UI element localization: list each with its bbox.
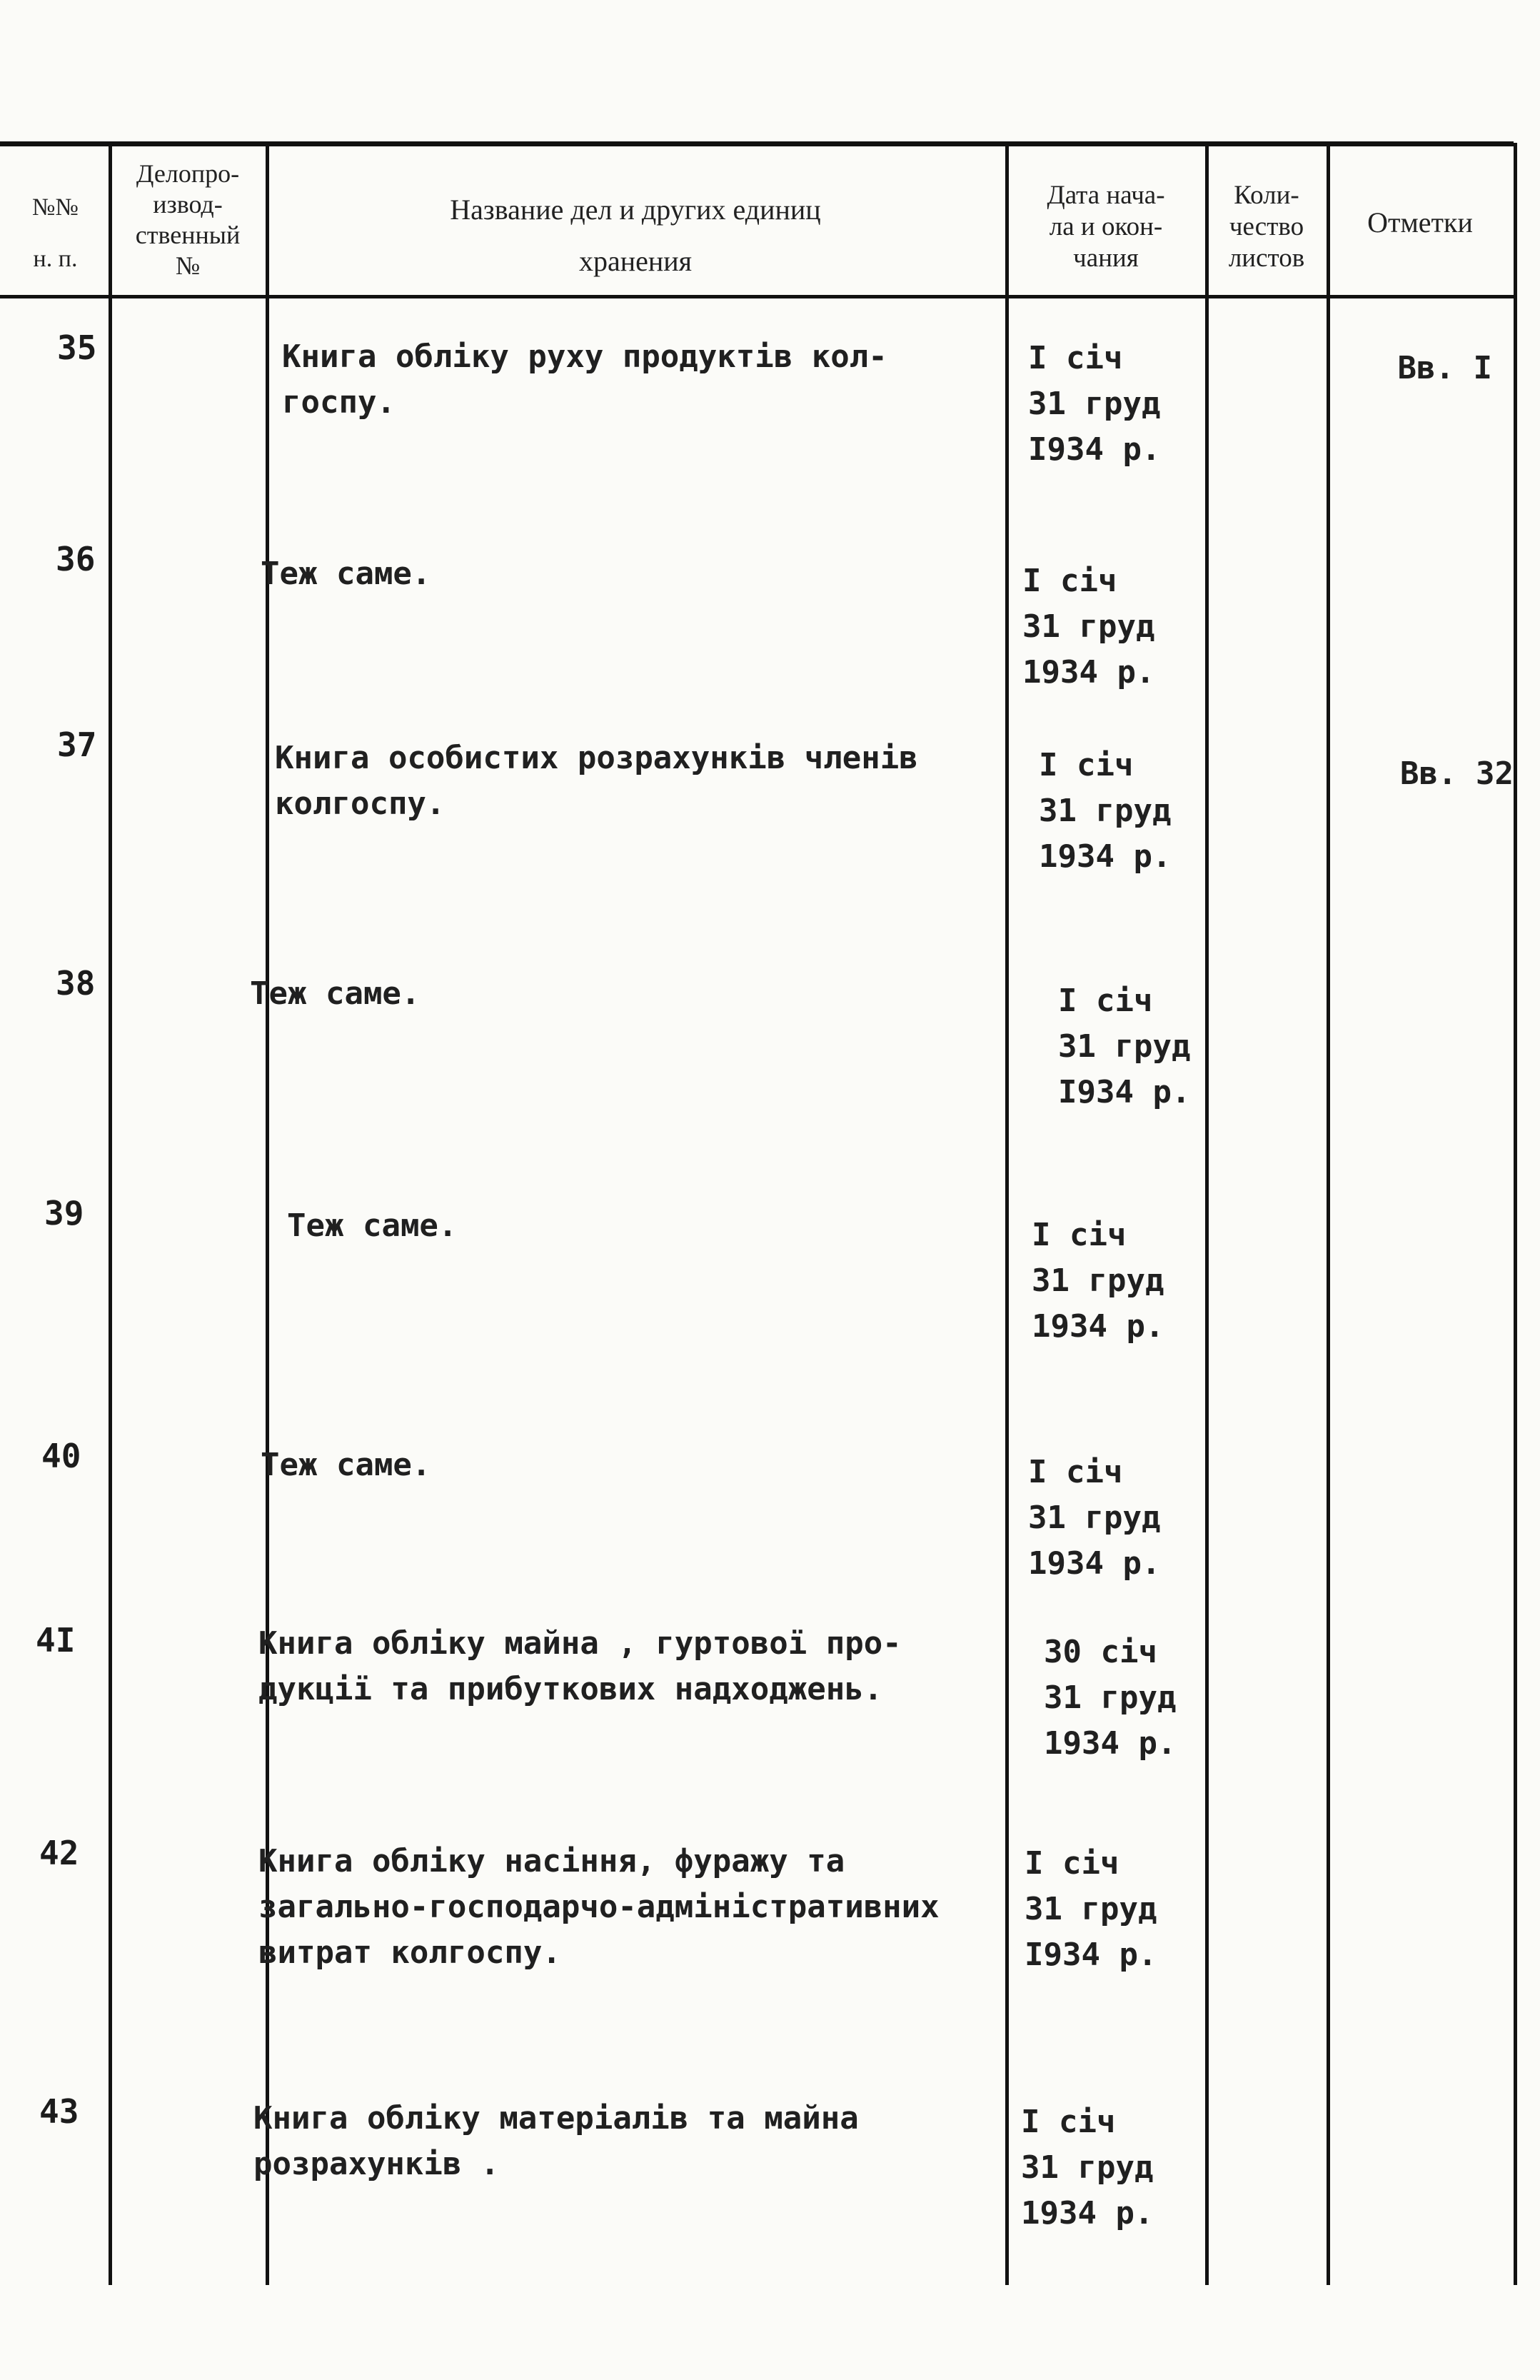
row-number: 38 bbox=[56, 964, 96, 1003]
row-title: Теж саме. bbox=[261, 1447, 431, 1483]
row-dates: I січ 31 груд 1934 р. bbox=[1039, 747, 1172, 875]
row-title: Книга обліку руху продуктів кол- госпу. bbox=[282, 338, 887, 421]
row-title: Книга особистих розрахунків членів колгоспу. bbox=[275, 740, 918, 822]
header-sheet-count: Коли- чество листов bbox=[1228, 181, 1305, 273]
row-title: Книга обліку насіння, фуражу та загально-господарчо-адміністративних витрат колгоспу. bbox=[258, 1843, 940, 1971]
column-divider-6 bbox=[1514, 143, 1517, 2285]
row-dates: I січ 31 груд I934 р. bbox=[1058, 983, 1191, 1110]
row-title: Теж саме. bbox=[250, 975, 421, 1012]
row-dates: 30 січ 31 груд 1934 р. bbox=[1044, 1634, 1177, 1762]
header-notes: Отметки bbox=[1367, 206, 1473, 238]
table-top-border bbox=[0, 141, 1514, 146]
column-divider-5 bbox=[1327, 143, 1330, 2285]
row-number: 37 bbox=[57, 725, 97, 764]
row-dates: I січ 31 груд 1934 р. bbox=[1032, 1217, 1164, 1345]
column-divider-1 bbox=[109, 143, 112, 2285]
row-dates: I січ 31 груд 1934 р. bbox=[1028, 1454, 1161, 1582]
row-number: 39 bbox=[44, 1194, 84, 1232]
row-title: Книга обліку майна , гуртової про- дукції та прибуткових надходжень. bbox=[258, 1625, 902, 1707]
row-number: 35 bbox=[57, 328, 97, 367]
header-dates: Дата нача- ла и окон- чания bbox=[1047, 181, 1165, 273]
row-dates: I січ 31 груд 1934 р. bbox=[1022, 563, 1155, 691]
header-number: №№ н. п. bbox=[32, 194, 79, 272]
row-number: 36 bbox=[56, 540, 96, 578]
row-number: 40 bbox=[41, 1437, 81, 1475]
row-note: Вв. I bbox=[1397, 350, 1492, 386]
row-note: Вв. 32 bbox=[1400, 755, 1514, 792]
row-title: Теж саме. bbox=[287, 1207, 458, 1244]
header-bottom-border bbox=[0, 295, 1514, 298]
row-title: Книга обліку матеріалів та майна розрахунків . bbox=[253, 2100, 859, 2182]
header-title: Название дел и других единиц хранения bbox=[450, 194, 821, 277]
row-number: 42 bbox=[39, 1834, 79, 1872]
row-title: Теж саме. bbox=[261, 556, 431, 592]
row-dates: I січ 31 груд I934 р. bbox=[1028, 340, 1161, 468]
header-office-number: Делопро- извод- ственный № bbox=[135, 159, 241, 280]
row-dates: I січ 31 груд I934 р. bbox=[1025, 1845, 1157, 1973]
row-number: 4I bbox=[36, 1621, 76, 1660]
row-number: 43 bbox=[39, 2092, 79, 2131]
row-dates: I січ 31 груд 1934 р. bbox=[1021, 2104, 1154, 2231]
